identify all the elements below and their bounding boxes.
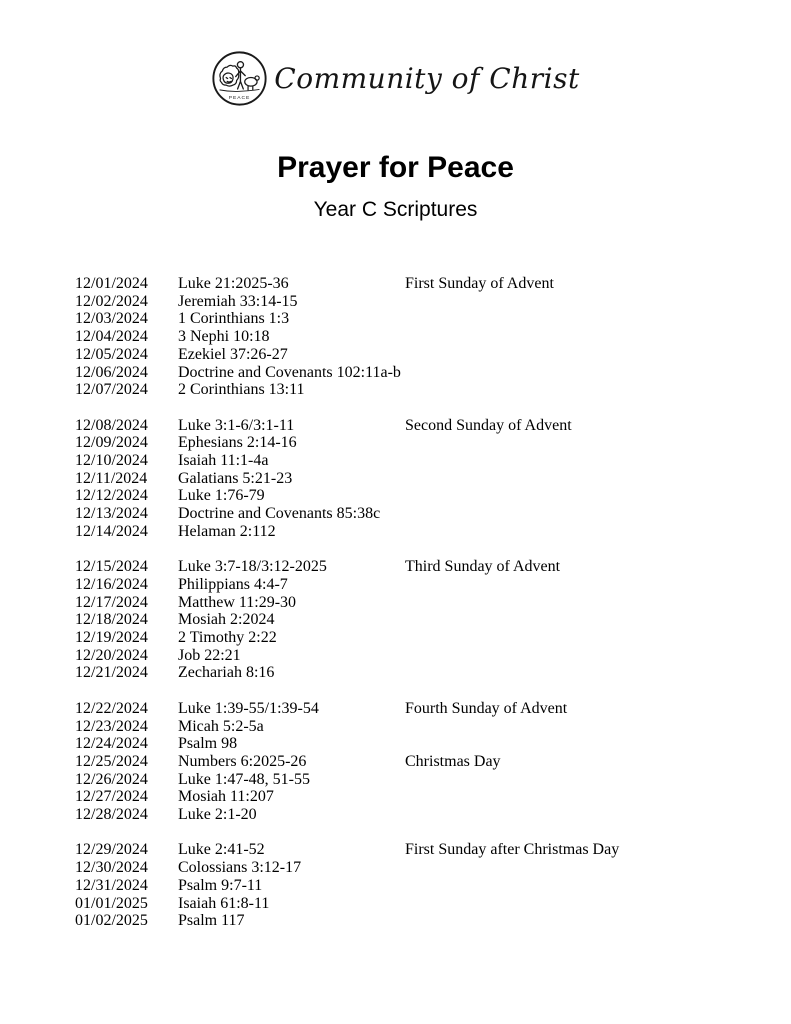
- occasion-cell: First Sunday of Advent: [405, 275, 554, 292]
- table-row: [75, 505, 791, 523]
- date-cell: 12/26/2024: [75, 770, 148, 788]
- scripture-cell: Mosiah 11:207: [178, 788, 274, 806]
- schedule-table: [75, 275, 791, 930]
- occasion-cell: [405, 788, 791, 806]
- page-title: Prayer for Peace: [277, 151, 514, 184]
- occasion-cell: [405, 629, 791, 647]
- table-row: [75, 487, 791, 505]
- scripture-cell: Psalm 117: [178, 912, 245, 930]
- scripture-cell: Luke 1:47-48, 51-55: [178, 770, 310, 788]
- date-cell: 12/08/2024: [75, 416, 148, 434]
- date-cell: 12/07/2024: [75, 381, 148, 399]
- date-cell: 12/20/2024: [75, 646, 148, 664]
- occasion-cell: Fourth Sunday of Advent: [405, 699, 568, 717]
- scripture-cell: Job 22:21: [178, 646, 241, 664]
- header: [0, 0, 791, 107]
- occasion-cell: [405, 735, 791, 753]
- table-row: [75, 771, 791, 789]
- date-cell: 12/22/2024: [75, 699, 148, 717]
- table-row: [75, 859, 791, 877]
- occasion-cell: [405, 452, 791, 470]
- table-row: [75, 293, 791, 311]
- occasion-cell: [405, 505, 791, 523]
- occasion-cell: [405, 310, 791, 328]
- date-cell: 12/03/2024: [75, 310, 148, 328]
- table-row: [75, 275, 791, 293]
- peace-seal-icon: [211, 50, 268, 107]
- scripture-cell: Luke 1:76-79: [178, 487, 265, 505]
- scripture-cell: 2 Corinthians 13:11: [178, 381, 305, 399]
- scripture-cell: 2 Timothy 2:22: [178, 629, 277, 647]
- table-row: [75, 523, 791, 541]
- occasion-cell: [405, 470, 791, 488]
- date-cell: 12/21/2024: [75, 664, 148, 682]
- table-row: [75, 558, 791, 576]
- occasion-cell: Christmas Day: [405, 752, 501, 770]
- table-row: [75, 594, 791, 612]
- date-cell: 12/25/2024: [75, 752, 148, 770]
- scripture-cell: Numbers 6:2025-26: [178, 752, 307, 770]
- date-cell: 12/12/2024: [75, 487, 148, 505]
- occasion-cell: [405, 364, 791, 382]
- occasion-cell: [405, 487, 791, 505]
- date-cell: 12/10/2024: [75, 452, 148, 470]
- date-cell: 12/24/2024: [75, 735, 148, 753]
- date-cell: 12/04/2024: [75, 328, 148, 346]
- occasion-cell: [405, 576, 791, 594]
- occasion-cell: [405, 912, 791, 930]
- seal-text: PEACE: [229, 95, 251, 101]
- occasion-cell: Third Sunday of Advent: [405, 558, 561, 576]
- occasion-cell: [405, 859, 791, 877]
- table-row: [75, 470, 791, 488]
- date-cell: 12/11/2024: [75, 469, 148, 487]
- scripture-cell: Ephesians 2:14-16: [178, 434, 297, 452]
- scripture-cell: Luke 1:39-55/1:39-54: [178, 699, 319, 717]
- brand-wordmark: Community of Christ: [274, 62, 580, 95]
- occasion-cell: [405, 434, 791, 452]
- table-row: [75, 364, 791, 382]
- occasion-cell: First Sunday after Christmas Day: [405, 841, 620, 859]
- date-cell: 01/02/2025: [75, 912, 148, 930]
- date-cell: 12/19/2024: [75, 629, 148, 647]
- date-cell: 12/06/2024: [75, 363, 148, 381]
- scripture-cell: Isaiah 61:8-11: [178, 894, 270, 912]
- table-row: [75, 452, 791, 470]
- scripture-cell: 3 Nephi 10:18: [178, 328, 270, 346]
- scripture-cell: Mosiah 2:2024: [178, 611, 275, 629]
- occasion-cell: [405, 664, 791, 682]
- scripture-cell: Luke 2:41-52: [178, 841, 265, 859]
- schedule-group: [75, 558, 791, 682]
- date-cell: 12/13/2024: [75, 505, 148, 523]
- table-row: [75, 841, 791, 859]
- occasion-cell: [405, 328, 791, 346]
- table-row: [75, 912, 791, 930]
- table-row: [75, 877, 791, 895]
- occasion-cell: [405, 346, 791, 364]
- table-row: [75, 310, 791, 328]
- occasion-cell: [405, 895, 791, 913]
- scripture-cell: Micah 5:2-5a: [178, 717, 264, 735]
- date-cell: 12/17/2024: [75, 593, 148, 611]
- table-row: [75, 735, 791, 753]
- table-row: [75, 576, 791, 594]
- schedule-group: [75, 417, 791, 541]
- scripture-cell: Luke 21:2025-36: [178, 275, 289, 292]
- date-cell: 12/30/2024: [75, 859, 148, 877]
- table-row: [75, 700, 791, 718]
- table-row: [75, 664, 791, 682]
- date-cell: 12/09/2024: [75, 434, 148, 452]
- table-row: [75, 629, 791, 647]
- occasion-cell: [405, 877, 791, 895]
- occasion-cell: [405, 293, 791, 311]
- scripture-cell: Ezekiel 37:26-27: [178, 345, 288, 363]
- table-row: [75, 718, 791, 736]
- scripture-cell: Galatians 5:21-23: [178, 469, 293, 487]
- date-cell: 12/23/2024: [75, 717, 148, 735]
- date-cell: 12/28/2024: [75, 806, 148, 824]
- occasion-cell: Second Sunday of Advent: [405, 416, 572, 434]
- scripture-cell: Luke 3:1-6/3:1-11: [178, 416, 295, 434]
- date-cell: 12/27/2024: [75, 788, 148, 806]
- date-cell: 12/01/2024: [75, 275, 148, 292]
- scripture-cell: Luke 3:7-18/3:12-2025: [178, 558, 327, 576]
- date-cell: 12/29/2024: [75, 841, 148, 859]
- scripture-cell: Philippians 4:4-7: [178, 575, 288, 593]
- scripture-cell: Doctrine and Covenants 102:11a-b: [178, 363, 401, 381]
- table-row: [75, 417, 791, 435]
- table-row: [75, 434, 791, 452]
- occasion-cell: [405, 381, 791, 399]
- scripture-cell: 1 Corinthians 1:3: [178, 310, 290, 328]
- scripture-cell: Jeremiah 33:14-15: [178, 292, 298, 310]
- table-row: [75, 328, 791, 346]
- date-cell: 12/02/2024: [75, 292, 148, 310]
- table-row: [75, 647, 791, 665]
- table-row: [75, 611, 791, 629]
- date-cell: 12/05/2024: [75, 345, 148, 363]
- schedule-group: [75, 275, 791, 399]
- schedule-group: [75, 700, 791, 824]
- scripture-cell: Doctrine and Covenants 85:38c: [178, 505, 381, 523]
- table-row: [75, 788, 791, 806]
- date-cell: 12/14/2024: [75, 522, 148, 540]
- date-cell: 12/15/2024: [75, 558, 148, 576]
- scripture-cell: Isaiah 11:1-4a: [178, 452, 269, 470]
- scripture-cell: Zechariah 8:16: [178, 664, 275, 682]
- date-cell: 12/31/2024: [75, 876, 148, 894]
- table-row: [75, 346, 791, 364]
- date-cell: 12/16/2024: [75, 575, 148, 593]
- date-cell: 12/18/2024: [75, 611, 148, 629]
- scripture-cell: Helaman 2:112: [178, 522, 276, 540]
- table-row: [75, 381, 791, 399]
- scripture-cell: Luke 2:1-20: [178, 806, 257, 824]
- page-subtitle: Year C Scriptures: [313, 198, 478, 221]
- occasion-cell: [405, 718, 791, 736]
- scripture-cell: Psalm 98: [178, 735, 238, 753]
- occasion-cell: [405, 806, 791, 824]
- occasion-cell: [405, 647, 791, 665]
- table-row: [75, 753, 791, 771]
- scripture-cell: Psalm 9:7-11: [178, 876, 263, 894]
- table-row: [75, 895, 791, 913]
- occasion-cell: [405, 594, 791, 612]
- occasion-cell: [405, 523, 791, 541]
- occasion-cell: [405, 611, 791, 629]
- schedule-group: [75, 841, 791, 930]
- date-cell: 01/01/2025: [75, 894, 148, 912]
- scripture-cell: Matthew 11:29-30: [178, 593, 297, 611]
- table-row: [75, 806, 791, 824]
- occasion-cell: [405, 771, 791, 789]
- scripture-cell: Colossians 3:12-17: [178, 859, 302, 877]
